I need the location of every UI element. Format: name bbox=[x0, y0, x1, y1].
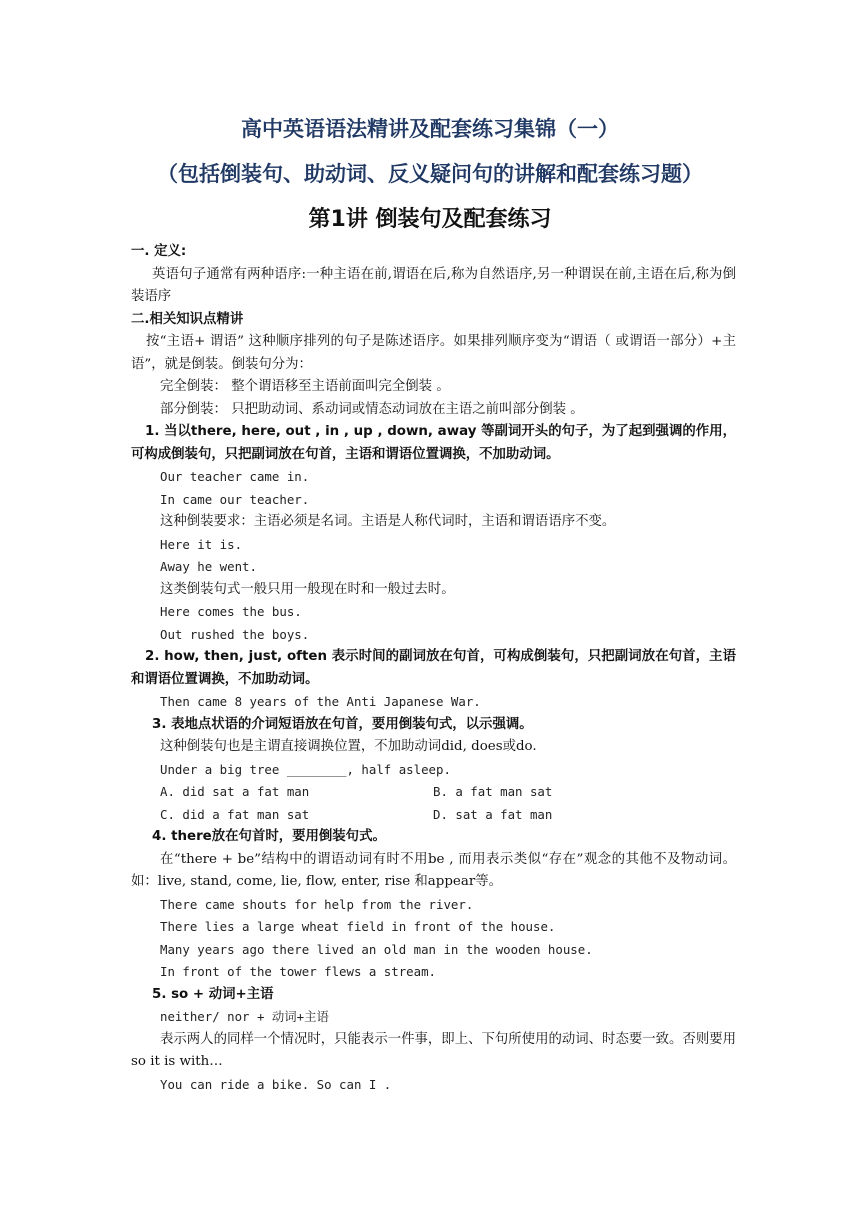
example-line: Many years ago there lived an old man in the wooden house. bbox=[160, 941, 593, 957]
rule-3-note: 这种倒装句也是主谓直接调换位置，不加助动词did, does或do. bbox=[160, 739, 537, 754]
section-heading-definition: 一. 定义: bbox=[131, 244, 187, 259]
exercise-options-row bbox=[131, 804, 736, 827]
rule-5-line-2: neither/ nor + 动词+主语 bbox=[160, 1009, 329, 1024]
document-title: 高中英语语法精讲及配套练习集锦（一） bbox=[241, 117, 619, 141]
rule-5-heading: 5. so + 动词+主语 bbox=[152, 986, 274, 1002]
example-line: There lies a large wheat field in front of the house. bbox=[160, 919, 556, 934]
partial-inversion-line: 部分倒装： 只把助动词、系动词或情态动词放在主语之前叫部分倒装 。 bbox=[160, 401, 584, 417]
example-line: There came shouts for help from the river. bbox=[160, 896, 474, 912]
rule-1-heading: 1. 当以there, here, out , in , up , down, away 等副词开头的句子，为了起到强调的作用，可构成倒装句，只把副词放在句首，主语和谓语位置调换，不加助动词。 bbox=[131, 424, 736, 462]
section-heading-knowledge: 二.相关知识点精讲 bbox=[131, 311, 244, 327]
document-subtitle: （包括倒装句、助动词、反义疑问句的讲解和配套练习题） bbox=[157, 162, 703, 186]
full-inversion-line: 完全倒装： 整个谓语移至主语前面叫完全倒装 。 bbox=[160, 379, 450, 394]
document-body bbox=[131, 241, 736, 1096]
example-line: In front of the tower flews a stream. bbox=[160, 964, 437, 979]
example-line: Away he went. bbox=[160, 559, 257, 574]
rule-2-heading: 2. how, then, just, often 表示时间的副词放在句首，可构成倒装句，只把副词放在句首，主语和谓语位置调换，不加助动词。 bbox=[131, 649, 736, 687]
definition-paragraph: 英语句子通常有两种语序:一种主语在前,谓语在后,称为自然语序,另一种谓误在前,主语在后,称为倒装语序 bbox=[131, 266, 736, 304]
rule-4-heading: 4. there放在句首时，要用倒装句式。 bbox=[152, 829, 386, 844]
example-line: You can ride a bike. So can I . bbox=[160, 1076, 392, 1092]
rule-4-note: 在“there + be”结构中的谓语动词有时不用be , 而用表示类似“存在”观念的其他不及物动词。如：live, stand, come, lie, flow, enter, rise 和appear等。 bbox=[131, 851, 736, 889]
rule-3-heading: 3. 表地点状语的介词短语放在句首，要用倒装句式，以示强调。 bbox=[152, 716, 533, 732]
rule-5-note: 表示两人的同样一个情况时，只能表示一件事，即上、下句所使用的动词、时态要一致。否则要用so it is with… bbox=[131, 1031, 736, 1069]
exercise-question: Under a big tree ________, half asleep. bbox=[160, 761, 451, 777]
lecture-title: 第1讲 倒装句及配套练习 bbox=[308, 207, 552, 232]
example-line: Out rushed the boys. bbox=[160, 626, 310, 642]
option-d: D. sat a fat man bbox=[433, 806, 553, 822]
example-line: Here comes the bus. bbox=[160, 604, 302, 619]
option-b: B. a fat man sat bbox=[433, 784, 553, 799]
example-line: In came our teacher. bbox=[160, 491, 310, 507]
rule-1-tense-note: 这类倒装句式一般只用一般现在时和一般过去时。 bbox=[160, 581, 455, 597]
example-line: Then came 8 years of the Anti Japanese War. bbox=[160, 694, 481, 709]
rule-1-note: 这种倒装要求：主语必须是名词。主语是人称代词时，主语和谓语语序不变。 bbox=[160, 514, 616, 529]
option-c: C. did a fat man sat bbox=[160, 806, 310, 822]
exercise-options-row bbox=[131, 781, 736, 804]
option-a: A. did sat a fat man bbox=[160, 784, 310, 799]
example-line: Here it is. bbox=[160, 536, 243, 552]
example-line: Our teacher came in. bbox=[160, 469, 310, 484]
knowledge-intro-paragraph: 按“主语+ 谓语” 这种顺序排列的句子是陈述语序。如果排列顺序变为“谓语（ 或谓语一部分）+主语”，就是倒装。倒装句分为： bbox=[131, 334, 736, 372]
